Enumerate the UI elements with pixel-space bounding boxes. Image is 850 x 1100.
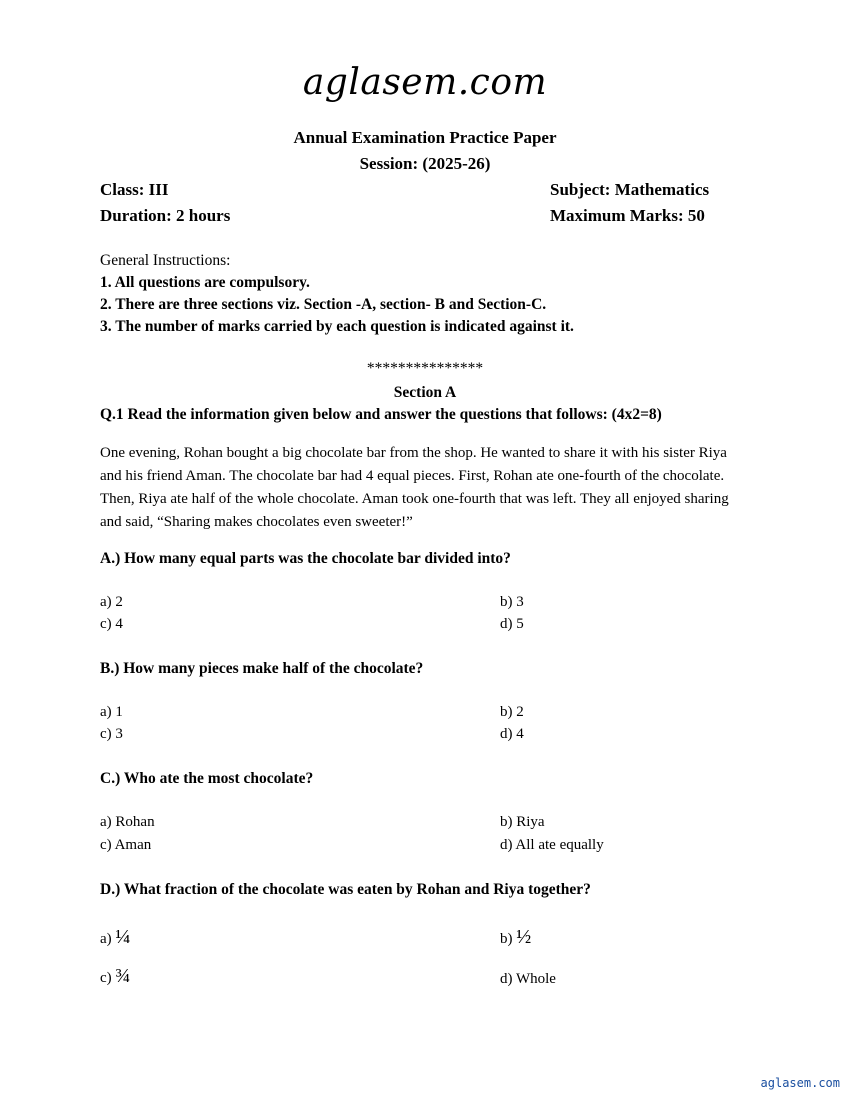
subquestion-a: A.) How many equal parts was the chocolate bar divided into? [100, 550, 511, 567]
fraction-value: ½ [516, 926, 532, 948]
option-label: d) [500, 971, 513, 987]
instruction-item: 2. There are three sections viz. Section -A, section- B and Section-C. [100, 296, 547, 313]
separator: *************** [366, 360, 484, 377]
option-a: a) Rohan [100, 814, 155, 830]
section-heading: Section A [393, 384, 457, 401]
footer-link[interactable]: aglasem.com [760, 1076, 840, 1090]
q1-prompt: Q.1 Read the information given below and answer the questions that follows: (4x2=8) [100, 406, 662, 423]
option-b [500, 926, 531, 949]
q1-passage: One evening, Rohan bought a big chocolate bar from the shop. He wanted to share it with his sister Riya and his friend Aman. The chocolate bar had 4 equal pieces. First, Rohan ate one-fourth of the chocolate. Then, Riya ate half of the whole chocolate. Aman took one-fourth that was left. They all enjoyed sharing and said, “Sharing makes chocolates even sweeter!” [100, 445, 729, 530]
option-b: b) 2 [500, 704, 524, 720]
option-a: a) 1 [100, 704, 123, 720]
option-a: a) 2 [100, 594, 123, 610]
option-d: d) 4 [500, 726, 524, 742]
option-c: c) Aman [100, 837, 152, 853]
site-logo: aglasem.com [302, 62, 548, 103]
subquestion-b: B.) How many pieces make half of the chocolate? [100, 660, 424, 677]
subquestion-d: D.) What fraction of the chocolate was eaten by Rohan and Riya together? [100, 881, 591, 898]
duration-label: Duration: 2 hours [100, 206, 231, 225]
option-b: b) Riya [500, 814, 545, 830]
fraction-value: ¼ [115, 926, 131, 948]
instructions-heading: General Instructions: [100, 252, 231, 269]
option-label: a) [100, 931, 112, 947]
option-d [500, 971, 556, 988]
option-b: b) 3 [500, 594, 524, 610]
fraction-value: ¾ [115, 965, 131, 987]
class-label: Class: III [100, 180, 169, 199]
option-c: c) 3 [100, 726, 123, 742]
option-value: Whole [515, 971, 556, 987]
option-c [100, 965, 130, 988]
session-label: Session: (2025-26) [359, 154, 491, 173]
option-label: c) [100, 970, 112, 986]
option-d: d) All ate equally [500, 837, 604, 853]
option-label: b) [500, 931, 513, 947]
instruction-item: 1. All questions are compulsory. [100, 274, 310, 291]
subject-label: Subject: Mathematics [550, 180, 710, 199]
max-marks-label: Maximum Marks: 50 [550, 206, 705, 225]
subquestion-c: C.) Who ate the most chocolate? [100, 770, 314, 787]
paper-title: Annual Examination Practice Paper [293, 128, 557, 147]
option-d: d) 5 [500, 616, 524, 632]
option-a [100, 926, 130, 949]
instruction-item: 3. The number of marks carried by each question is indicated against it. [100, 318, 574, 335]
option-c: c) 4 [100, 616, 123, 632]
